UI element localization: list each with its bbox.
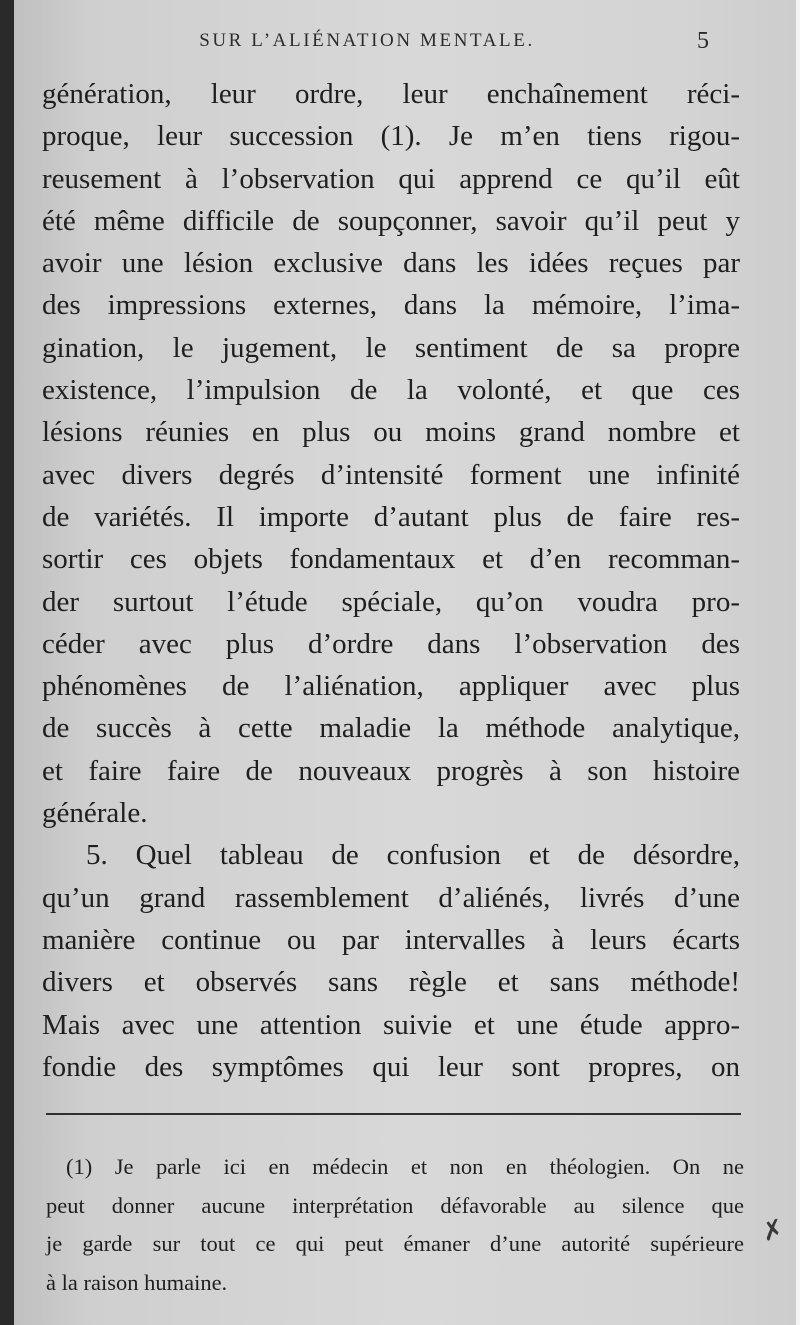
text-line: de succès à cette maladie la méthode analytique, xyxy=(42,712,740,745)
text-line: fondie des symptômes qui leur sont propres, on xyxy=(42,1050,740,1083)
footnote-line: peut donner aucune interprétation défavorable au silence que xyxy=(46,1192,744,1218)
footnote-line: je garde sur tout ce qui peut émaner d’une autorité supérieure xyxy=(46,1231,744,1256)
book-page xyxy=(14,0,796,1325)
book-gutter-shadow xyxy=(0,0,14,1325)
text-line: phénomènes de l’aliénation, appliquer avec plus xyxy=(42,670,740,703)
text-line: qu’un grand rassemblement d’aliénés, livrés d’une xyxy=(42,881,740,914)
text-line: Mais avec une attention suivie et une étude appro- xyxy=(42,1008,740,1041)
footnote-rule xyxy=(46,1113,741,1115)
footnote-line: (1) Je parle ici en médecin et non en théologien. On ne xyxy=(66,1154,744,1179)
text-line: sortir ces objets fondamentaux et d’en recomman- xyxy=(42,543,740,576)
running-title: SUR L’ALIÉNATION MENTALE. xyxy=(199,30,535,51)
page-number: 5 xyxy=(697,28,709,54)
text-line: de variétés. Il importe d’autant plus de faire res- xyxy=(42,500,740,533)
footnote xyxy=(46,1148,744,1302)
text-line: céder avec plus d’ordre dans l’observation des xyxy=(42,627,740,660)
text-line: lésions réunies en plus ou moins grand nombre et xyxy=(42,416,740,449)
text-line: manière continue ou par intervalles à leurs écarts xyxy=(42,923,740,956)
text-line: gination, le jugement, le sentiment de sa propre xyxy=(42,331,740,364)
handwritten-margin-mark: ✗ xyxy=(758,1213,788,1249)
text-line: divers et observés sans règle et sans méthode! xyxy=(42,966,740,999)
text-line: der surtout l’étude spéciale, qu’on voudra pro- xyxy=(42,585,740,618)
text-line: et faire faire de nouveaux progrès à son histoire xyxy=(42,754,740,787)
running-head xyxy=(14,30,796,60)
section-5-first-line: 5. Quel tableau de confusion et de désordre, xyxy=(86,839,740,872)
paragraph-end-line: générale. xyxy=(42,797,148,830)
text-line: génération, leur ordre, leur enchaînement réci- xyxy=(42,78,740,110)
text-line: des impressions externes, dans la mémoire, l’ima- xyxy=(42,289,740,322)
scan-right-edge xyxy=(796,0,800,1325)
body-text xyxy=(42,73,740,1088)
text-line: existence, l’impulsion de la volonté, et que ces xyxy=(42,374,740,407)
text-line: proque, leur succession (1). Je m’en tiens rigou- xyxy=(42,120,740,153)
text-line: été même difficile de soupçonner, savoir qu’il peut y xyxy=(42,204,740,237)
text-line: avec divers degrés d’intensité forment une infinité xyxy=(42,458,740,491)
text-line: avoir une lésion exclusive dans les idées reçues par xyxy=(42,247,740,280)
text-line: reusement à l’observation qui apprend ce qu’il eût xyxy=(42,162,740,195)
footnote-line: à la raison humaine. xyxy=(46,1269,228,1295)
